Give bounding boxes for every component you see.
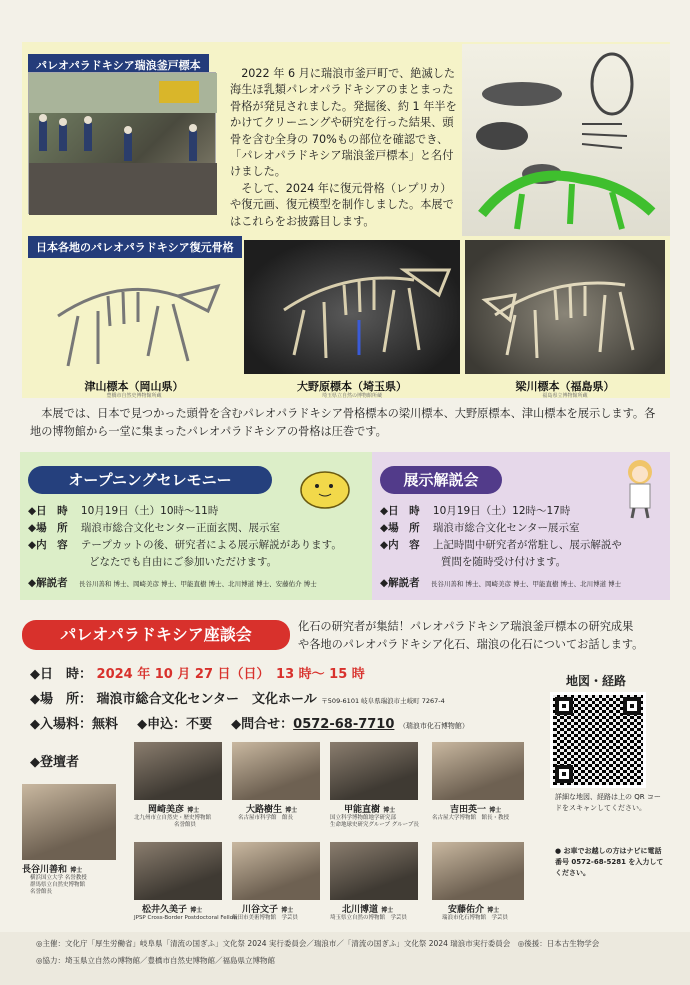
apply-value: 不要 — [186, 717, 213, 732]
intro-paragraph-2: そして、2024 年に復元骨格（レプリカ）や復元画、復元模型を制作しました。本展ではこれらをお披露目します。 — [230, 181, 454, 228]
skeleton-icon — [28, 256, 240, 374]
ceremony-content-2: どなたでも自由にご参加いただけます。 — [89, 556, 278, 568]
speaker-card — [232, 842, 332, 922]
speakers-label: ◆登壇者 — [30, 755, 79, 770]
talk-place: 瑞浪市総合文化センター展示室 — [432, 522, 580, 534]
symposium-date-label: ◆日 時： — [30, 667, 92, 682]
speaker-card — [134, 742, 234, 829]
symposium-place-row — [30, 689, 445, 712]
ceremony-place-label: 場 所 — [36, 522, 68, 534]
talk-content-row: ◆内 容 上記時間中研究者が常駐し、展示解説や — [380, 539, 622, 551]
map-title: 地図・経路 — [566, 674, 627, 688]
intro-paragraph-1: 2022 年 6 月に瑞浪市釜戸町で、絶滅した海生ほ乳類パレオパラドキシアのまとまった骨格が発見されました。発掘後、約 1 年半をかけてクリーニングや研究を行った結果、頭骨を含む全身の 70%もの部位を確認でき、「パレオパラドキシア瑞浪釜戸標本」と名付けました。 — [230, 67, 457, 179]
speaker-affiliation: 瑞浪市化石博物館 学芸員 — [442, 915, 509, 921]
mascot-icon — [295, 464, 351, 510]
talk-content-1: 上記時間中研究者が常駐し、展示解説や — [432, 539, 622, 551]
specimen-onohara-photo — [244, 240, 460, 374]
speaker-photo — [432, 742, 524, 800]
symposium-info-row — [30, 714, 469, 737]
ceremony-presenters: 長谷川善和 博士、岡崎美彦 博士、甲能直樹 博士、北川博道 博士、安藤佑介 博士 — [78, 580, 317, 588]
speaker-name: 吉田英一 博士 — [450, 805, 502, 815]
qr-code[interactable] — [550, 692, 646, 788]
speaker-name: 大路樹生 博士 — [246, 805, 298, 815]
speaker-name: 松井久美子 博士 — [142, 905, 203, 915]
qr-finder-icon — [555, 765, 573, 783]
skeleton-icon — [244, 240, 460, 374]
specimen-tsuyama — [28, 256, 240, 374]
talk-place-row: ◆場 所 瑞浪市総合文化センター展示室 — [380, 522, 580, 534]
speaker-affiliation: 飯田市美術博物館 学芸員 — [232, 915, 299, 921]
specimen-yanagawa-photo — [465, 240, 665, 374]
symposium-place-label: ◆場 所： — [30, 692, 92, 707]
contact-phone[interactable]: 0572-68-7710 — [293, 717, 395, 732]
ceremony-date: 10月19日（土）10時～11時 — [80, 505, 219, 517]
ceremony-presenter-label: 解説者 — [36, 577, 68, 589]
qr-finder-icon — [623, 697, 641, 715]
qr-finder-icon — [555, 697, 573, 715]
specimen-tsuyama-name: 津山標本（岡山県） — [84, 380, 184, 393]
talk-content-2: 質問を随時受け付けます。 — [441, 556, 567, 568]
symposium-lead-2: や各地のパレオパラドキシア化石、瑞浪の化石についてお話します。 — [298, 638, 644, 651]
exhibit-description: 本展では、日本で見つかった頭骨を含むパレオパラドキシア骨格標本の梁川標本、大野原標本、津山標本を展示します。各地の博物館から一堂に集まったパレオパラドキシアの骨格は圧巻です。 — [30, 407, 656, 438]
symposium-lead — [298, 618, 678, 654]
footer — [0, 932, 690, 985]
symposium-lead-1: 化石の研究者が集結！パレオパラドキシア瑞浪釜戸標本の研究成果 — [298, 620, 634, 633]
speaker-name: 長谷川善和 博士 — [22, 865, 83, 875]
speaker-card — [134, 842, 238, 922]
footer-sponsors: ◎主催：文化庁「厚生労働省」岐阜県「清流の国ぎふ」文化祭 2024 実行委員会／瑞浪市／「清流の国ぎふ」文化祭 2024 瑞浪市実行委員会 ◎後援：日本古生物学会 — [36, 939, 600, 948]
intro-tag: パレオパラドキシア瑞浪釜戸標本 — [28, 54, 209, 76]
speaker-photo — [330, 742, 418, 800]
mascot-illustration — [295, 464, 351, 510]
intro-text — [230, 66, 460, 230]
speaker-card — [330, 842, 430, 922]
skeleton-diagram-icon — [462, 44, 670, 236]
symposium-address: 〒509-6101 岐阜県瑞浪市土岐町 7267-4 — [321, 697, 445, 705]
skeletons-tag: 日本各地のパレオパラドキシア復元骨格 — [28, 236, 242, 258]
talk-presenters-row: ◆解説者 長谷川善和 博士、岡崎美彦 博士、甲能直樹 博士、北川博道 博士 — [380, 577, 622, 589]
skeleton-diagram — [462, 44, 670, 236]
speaker-affiliation: 名古屋市科学館 館長 — [238, 815, 294, 821]
speaker-photo — [330, 842, 418, 900]
speaker-card — [432, 742, 542, 822]
talk-place-label: 場 所 — [388, 522, 420, 534]
speaker-photo — [232, 842, 320, 900]
ceremony-content-label: 内 容 — [36, 539, 68, 551]
talk-content-label: 内 容 — [388, 539, 420, 551]
symposium-date-row — [30, 664, 365, 686]
speaker-affiliation: 北九州市立自然史・歴史博物館 名誉館員 — [134, 815, 212, 828]
speaker-photo — [432, 842, 524, 900]
speaker-affiliation: JPSP Cross-Border Postdoctoral Fellow — [134, 915, 238, 921]
speaker-name: 甲能直樹 博士 — [344, 805, 396, 815]
specimen-onohara-credit: 埼玉県立自然の博物館所蔵 — [321, 393, 382, 399]
fee-value: 無料 — [92, 717, 119, 732]
skeleton-icon — [465, 240, 665, 374]
researcher-icon — [616, 456, 662, 520]
ceremony-date-row: ◆日 時 10月19日（土）10時～11時 — [28, 505, 219, 517]
talk-presenter-label: 解説者 — [388, 577, 420, 589]
specimen-tsuyama-credit: 豊橋市自然史博物館所蔵 — [106, 393, 162, 399]
speaker-affiliation: 名古屋大学博物館 館長・教授 — [432, 815, 510, 821]
speaker-photo — [22, 784, 116, 860]
speaker-photo — [232, 742, 320, 800]
speaker-affiliation: 埼玉県立自然の博物館 学芸員 — [330, 915, 408, 921]
speaker-photo — [134, 842, 222, 900]
apply-label: ◆申込： — [137, 717, 187, 732]
talk-date-label: 日 時 — [388, 505, 420, 517]
speaker-name: 岡崎美彦 博士 — [148, 805, 200, 815]
talk-date: 10月19日（土）12時～17時 — [432, 505, 571, 517]
fee-label: ◆入場料： — [30, 717, 92, 732]
footer-cooperation: ◎協力：埼玉県立自然の博物館／豊橋市自然史博物館／福島県立博物館 — [36, 956, 276, 965]
ceremony-place: 瑞浪市総合文化センター正面玄関、展示室 — [80, 522, 281, 534]
speaker-card — [330, 742, 430, 829]
ceremony-date-label: 日 時 — [36, 505, 68, 517]
ceremony-title: オープニングセレモニー — [28, 466, 272, 494]
speaker-photo — [134, 742, 222, 800]
talk-presenters: 長谷川善和 博士、岡崎美彦 博士、甲能直樹 博士、北川博道 博士 — [430, 580, 622, 588]
speaker-name: 川谷文子 博士 — [242, 905, 294, 915]
researcher-illustration — [616, 456, 662, 520]
specimen-yanagawa-credit: 福島県立博物館所蔵 — [542, 393, 588, 399]
ceremony-presenters-row: ◆解説者 長谷川善和 博士、岡崎美彦 博士、甲能直樹 博士、北川博道 博士、安藤佑介 博士 — [28, 577, 317, 589]
speaker-name: 北川博道 博士 — [342, 905, 394, 915]
symposium-date: 2024 年 10 月 27 日（日） 13 時～ 15 時 — [96, 667, 365, 682]
ceremony-content-1: テープカットの後、研究者による展示解説があります。 — [80, 539, 342, 551]
speaker-card — [232, 742, 332, 822]
talk-title: 展示解説会 — [380, 466, 502, 494]
symposium-title: パレオパラドキシア座談会 — [22, 620, 290, 650]
ceremony-place-row: ◆場 所 瑞浪市総合文化センター正面玄関、展示室 — [28, 522, 281, 534]
ceremony-content-row: ◆内 容 テープカットの後、研究者による展示解説があります。 — [28, 539, 342, 551]
specimen-yanagawa-name: 梁川標本（福島県） — [515, 380, 615, 393]
speaker-affiliation: 国立科学博物館地学研究部 生命地球史研究グループ グループ長 — [330, 815, 419, 828]
specimen-onohara-name: 大野原標本（埼玉県） — [297, 380, 407, 393]
speaker-card — [432, 842, 542, 922]
car-note: ● お車でお越しの方はナビに電話番号 0572-68-5281 を入力してください。 — [555, 847, 664, 877]
contact-org: （瑞浪市化石博物館） — [398, 722, 469, 730]
excavation-scene-icon — [29, 73, 217, 215]
symposium-place: 瑞浪市総合文化センター 文化ホール — [96, 692, 317, 707]
map-note: 詳細な地図、経路は上の QR コードをスキャンしてください。 — [555, 793, 661, 812]
excavation-photo — [28, 72, 216, 214]
contact-label: ◆問合せ： — [231, 717, 294, 732]
speaker-name: 安藤佑介 博士 — [448, 905, 500, 915]
talk-date-row: ◆日 時 10月19日（土）12時～17時 — [380, 505, 571, 517]
speaker-card — [22, 784, 122, 896]
speaker-affiliation: 横浜国立大学 名誉教授 群馬県立自然史博物館 名誉館長 — [30, 875, 87, 895]
